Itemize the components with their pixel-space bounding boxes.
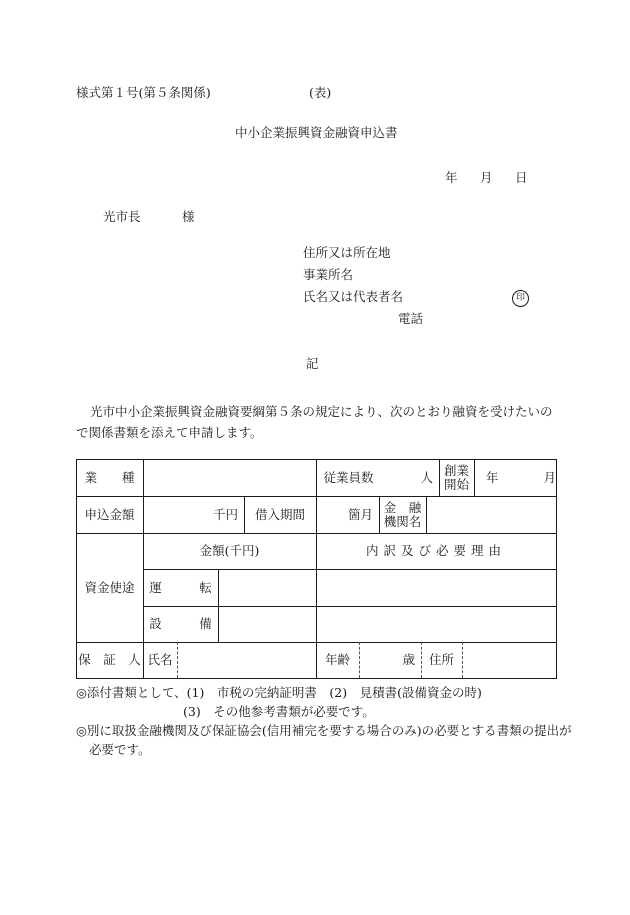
- equipment-reason-field[interactable]: [317, 606, 556, 642]
- note-line-3: ◎別に取扱金融機関及び保証協会(信用補完を要する場合のみ)の必要とする書類の提出が: [76, 723, 572, 738]
- document-title: 中小企業振興資金融資申込書: [235, 125, 398, 140]
- form-number: 様式第１号(第５条関係): [76, 85, 211, 100]
- ki-mark: 記: [306, 356, 319, 371]
- note-line-4: 必要です。: [89, 742, 151, 757]
- employees-unit: 人: [420, 469, 433, 485]
- usage-label: 資金使途: [84, 579, 135, 595]
- industry-label: 業 種: [84, 469, 135, 485]
- bank-label-line1: 金 融: [383, 499, 422, 515]
- founded-date-field[interactable]: [474, 459, 556, 496]
- bank-label: [379, 496, 426, 533]
- addressee-honorific: 様: [182, 209, 195, 224]
- employees-label: 従業員数: [323, 469, 374, 485]
- date-year-label: 年: [445, 170, 458, 185]
- operating-label: 運 転: [149, 579, 212, 595]
- date-month-label: 月: [480, 170, 493, 185]
- applicant-name-label: 氏名又は代表者名: [303, 289, 404, 304]
- bank-name-field[interactable]: [426, 496, 556, 533]
- form-side-label: (表): [309, 85, 332, 100]
- founded-month-unit: 月: [543, 469, 556, 485]
- founded-label-line2: 開始: [443, 476, 469, 492]
- period-unit: 箇月: [347, 506, 373, 522]
- usage-reason-header: 内訳及び必要理由: [365, 543, 506, 559]
- bank-label-line2: 機関名: [383, 513, 422, 529]
- founded-label-line1: 創業: [443, 462, 469, 478]
- equipment-amount-field[interactable]: [219, 606, 316, 642]
- guarantor-age-label: 年齢: [324, 652, 350, 668]
- amount-label: 申込金額: [84, 506, 135, 522]
- employees-field[interactable]: [381, 459, 439, 496]
- applicant-address-label: 住所又は所在地: [303, 245, 391, 260]
- operating-amount-field[interactable]: [219, 569, 316, 606]
- applicant-office-label: 事業所名: [303, 267, 354, 282]
- seal-mark: 印: [512, 290, 529, 307]
- guarantor-label: 保 証 人: [78, 652, 141, 668]
- note-line-2: (3) その他参考書類が必要です。: [183, 704, 375, 719]
- equipment-label: 設 備: [149, 616, 212, 632]
- founded-label: [439, 459, 474, 496]
- guarantor-address-label: 住所: [428, 652, 454, 668]
- industry-field[interactable]: [144, 459, 316, 496]
- note-line-1: ◎添付書類として、(1) 市税の完納証明書 (2) 見積書(設備資金の時): [76, 685, 482, 700]
- period-field[interactable]: [316, 496, 379, 533]
- operating-reason-field[interactable]: [317, 569, 556, 606]
- guarantor-name-label: 氏名: [147, 652, 173, 668]
- guarantor-address-field[interactable]: [463, 642, 556, 678]
- applicant-phone-label: 電話: [398, 311, 424, 326]
- founded-year-unit: 年: [486, 469, 499, 485]
- guarantor-age-unit: 歳: [402, 652, 415, 668]
- guarantor-name-field[interactable]: [178, 642, 316, 678]
- amount-unit: 千円: [212, 506, 238, 522]
- guarantor-age-field[interactable]: [360, 642, 421, 678]
- usage-amount-header: 金額(千円): [199, 543, 260, 559]
- date-day-label: 日: [515, 170, 528, 185]
- amount-field[interactable]: [144, 496, 244, 533]
- intro-paragraph: 光市中小企業振興資金融資要綱第５条の規定により、次のとおり融資を受けたいので関係書類を添えて申請します。: [76, 404, 553, 440]
- application-form-table: [76, 459, 557, 679]
- addressee: 光市長: [103, 209, 141, 224]
- period-label: 借入期間: [254, 506, 305, 522]
